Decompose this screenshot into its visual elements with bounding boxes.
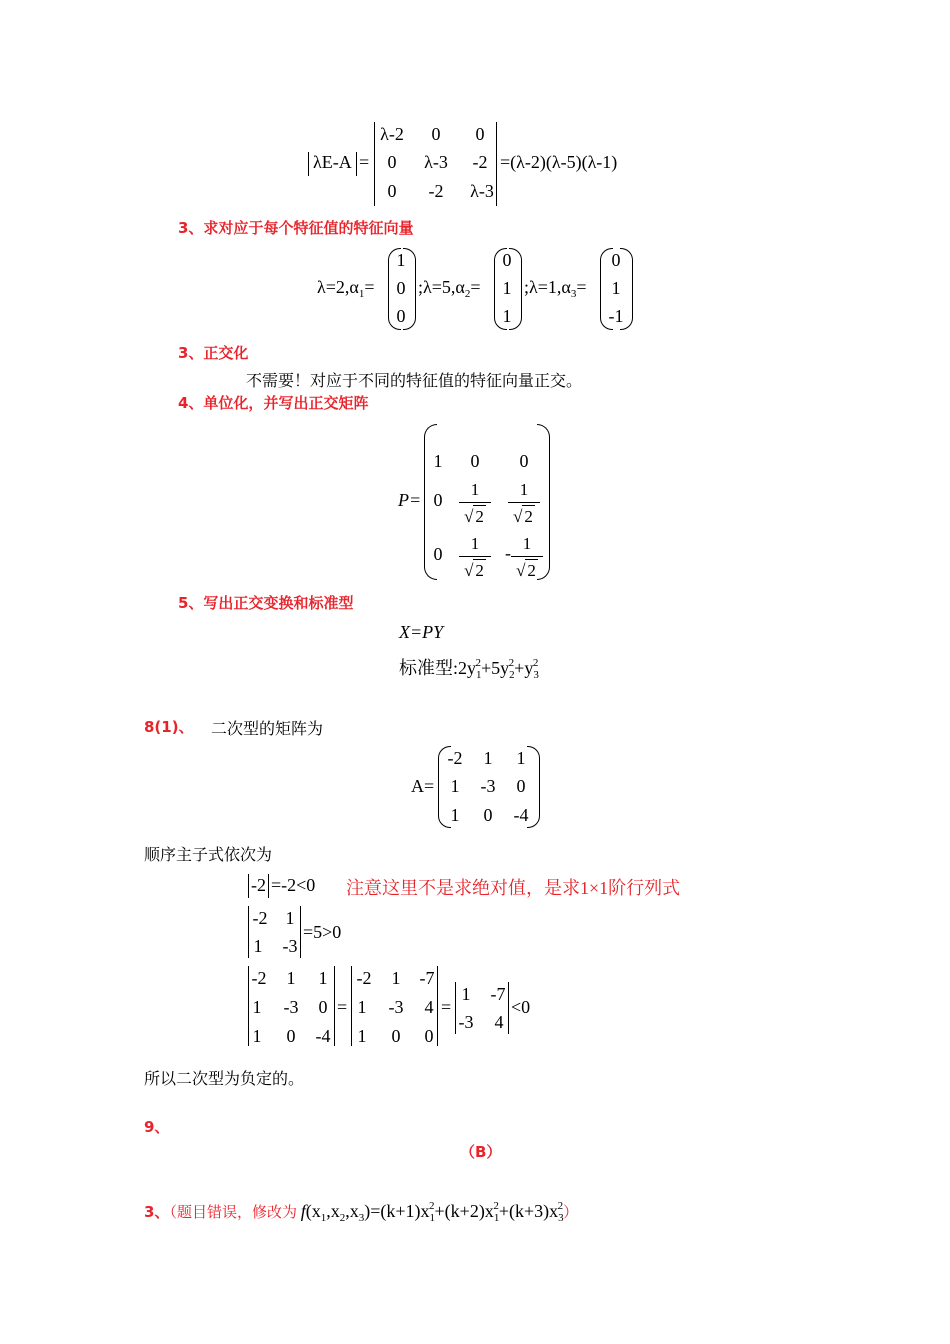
heading-normalize: 4、单位化，并写出正交矩阵 (178, 394, 369, 412)
matrix-a-label: A= (411, 776, 435, 796)
matrix-cell: 0 (387, 152, 397, 172)
eigen-lead-3: $;\lambda=1,\alpha_3=$ (524, 277, 587, 300)
matrix-cell: -2 (472, 152, 488, 172)
det-bar-right (334, 966, 335, 1046)
question-8-label: 8(1)、 (144, 718, 194, 736)
vector-entry: -1 (608, 306, 624, 326)
question-3-line: 3、（题目错误，修改为 $f(x_1,x_2,x_3)=(k+1)x_1^2+(k+2)x_1^2+(k+3)x_3^2$） (144, 1200, 579, 1224)
matrix-cell: -3 (283, 997, 299, 1017)
matrix-cell: 0 (318, 997, 328, 1017)
matrix-cell: -4 (315, 1026, 331, 1046)
eigen-lead-2: $;\lambda=5,\alpha_2=$ (418, 277, 481, 300)
part-b-label: （B） (460, 1143, 502, 1161)
matrix-cell: 1 (461, 984, 471, 1004)
char-poly-rhs: =(λ-2)(λ-5)(λ-1) (500, 152, 618, 172)
matrix-cell: -3 (282, 936, 298, 956)
matrix-cell: 4 (424, 997, 434, 1017)
paren-right (509, 248, 522, 330)
matrix-cell: 1 (450, 805, 460, 825)
vector-entry: 0 (611, 250, 621, 270)
matrix-cell: 1 (286, 968, 296, 988)
matrix-cell: 0 (387, 181, 397, 201)
fraction: 1 √ 2 (509, 534, 545, 582)
det-bar-right (508, 982, 509, 1034)
matrix-cell: 1 (391, 968, 401, 988)
vector-entry: 0 (502, 250, 512, 270)
vector-entry: 0 (396, 306, 406, 326)
minor-2-result: =5>0 (303, 922, 342, 942)
eigen-lead-1: $\lambda=2,\alpha_1=$ (317, 277, 375, 300)
minors-intro: 顺序主子式依次为 (144, 847, 273, 864)
matrix-cell: -2 (447, 748, 463, 768)
heading-transform: 5、写出正交变换和标准型 (178, 594, 354, 612)
conclusion-text: 所以二次型为负定的。 (144, 1071, 305, 1088)
matrix-cell: 0 (286, 1026, 296, 1046)
vector-entry: 1 (502, 306, 512, 326)
standard-form: 标准型$:2y_1^2+5y_2^2+y_3^2$ (399, 657, 539, 681)
matrix-cell: λ-3 (424, 152, 448, 172)
minor-1-result: =-2<0 (271, 875, 316, 895)
fraction: 1 √ 2 (457, 480, 493, 528)
minor-1-value: -2 (251, 875, 266, 895)
matrix-cell: 4 (494, 1012, 504, 1032)
paren-right (527, 746, 540, 828)
matrix-cell: λ-3 (470, 181, 494, 201)
matrix-cell: 1 (516, 748, 526, 768)
vector-entry: 1 (396, 250, 406, 270)
matrix-cell: 1 (483, 748, 493, 768)
matrix-cell: 1 (318, 968, 328, 988)
matrix-cell: 0 (424, 1026, 434, 1046)
matrix-cell: 0 (483, 805, 493, 825)
matrix-cell: 1 (357, 997, 367, 1017)
matrix-cell: 0 (475, 124, 485, 144)
matrix-cell: 0 (433, 544, 443, 564)
char-poly-eq: = (359, 152, 370, 172)
orthogonalize-text: 不需要！对应于不同的特征值的特征向量正交。 (246, 373, 583, 390)
equals-sign: = (441, 997, 452, 1017)
fraction: 1 √ 2 (506, 480, 542, 528)
matrix-cell: 1 (253, 936, 263, 956)
matrix-cell: -4 (513, 805, 529, 825)
matrix-cell: 1 (433, 451, 443, 471)
matrix-cell: 0 (431, 124, 441, 144)
fraction: 1 √ 2 (457, 534, 493, 582)
note-text: 注意这里不是求绝对值，是求1×1阶行列式 (346, 878, 681, 898)
matrix-cell: -7 (490, 984, 506, 1004)
matrix-cell: -2 (428, 181, 444, 201)
matrix-cell: 0 (470, 451, 480, 471)
matrix-cell: -2 (251, 968, 267, 988)
orthogonal-transform: X=PY (399, 622, 444, 642)
matrix-cell: -3 (458, 1012, 474, 1032)
matrix-cell: -2 (252, 908, 268, 928)
det-bar-right (496, 122, 497, 206)
abs-bar-right (356, 152, 357, 176)
paren-right (403, 248, 416, 330)
vector-entry: 0 (396, 278, 406, 298)
vector-entry: 1 (611, 278, 621, 298)
matrix-cell: 0 (519, 451, 529, 471)
matrix-cell: -7 (419, 968, 435, 988)
matrix-cell: 1 (252, 1026, 262, 1046)
matrix-cell: 0 (433, 490, 443, 510)
abs-bar-left (308, 152, 309, 176)
matrix-cell: -3 (388, 997, 404, 1017)
paren-right (620, 248, 633, 330)
question-9-label: 9、 (144, 1118, 170, 1136)
matrix-cell: 0 (391, 1026, 401, 1046)
paren-right (537, 424, 550, 580)
matrix-cell: λ-2 (380, 124, 404, 144)
matrix-cell: 1 (357, 1026, 367, 1046)
vector-entry: 1 (502, 278, 512, 298)
minus-sign: - (505, 543, 511, 563)
p-label: P= (398, 490, 422, 510)
equals-sign: = (337, 997, 348, 1017)
heading-eigenvectors: 3、求对应于每个特征值的特征向量 (178, 219, 414, 237)
matrix-cell: 1 (252, 997, 262, 1017)
matrix-cell: 1 (450, 776, 460, 796)
det-bar-left (248, 874, 249, 898)
det-bar-right (437, 966, 438, 1046)
det-bar-right (300, 906, 301, 958)
det-bar-right (268, 874, 269, 898)
heading-orthogonalize: 3、正交化 (178, 344, 249, 362)
matrix-cell: 1 (285, 908, 295, 928)
matrix-cell: 0 (516, 776, 526, 796)
char-poly-lhs: λE-A (313, 152, 352, 172)
minor-3-result: <0 (511, 997, 531, 1017)
question-8-text: 二次型的矩阵为 (211, 721, 324, 738)
matrix-cell: -2 (356, 968, 372, 988)
matrix-cell: -3 (480, 776, 496, 796)
